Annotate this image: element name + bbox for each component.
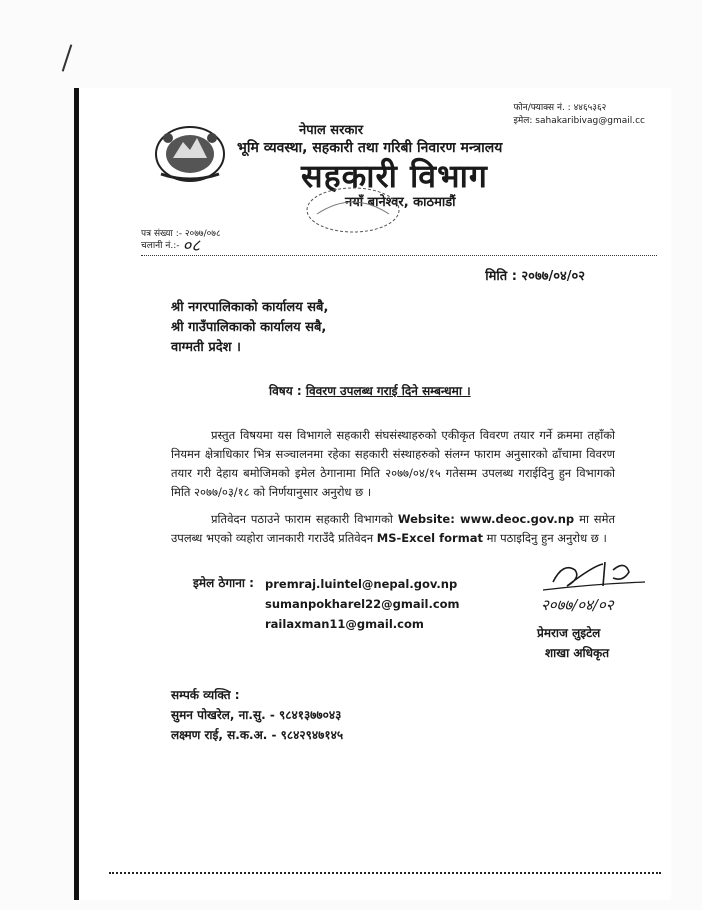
contact-info: [513, 102, 645, 128]
handwritten-signature: [533, 556, 657, 618]
department-address: नयाँ बानेश्वर, काठमाडौं: [345, 195, 456, 210]
recipient-line: श्री नगरपालिकाको कार्यालय सबै,: [171, 300, 329, 315]
contact-person: सुमन पोखरेल, ना.सु. - ९८४१३७७०४३: [171, 708, 342, 722]
subject-label: विषय :: [269, 384, 302, 398]
recipient-line: वाग्मती प्रदेश ।: [171, 340, 241, 355]
body-paragraph-1: प्रस्तुत विषयमा यस विभागले सहकारी संघसंस्थाहरुको एकीकृत विवरण तयार गर्ने क्रममा तहाँको नियमन क्षेत्राधिकार भित्र सञ्चालनमा रहेका सहकारी संस्थाहरुको संलग्न फाराम अनुसारको ढाँचामा विवरण तयार गरी देहाय बमोजिमको इमेल ठेगानामा मिति २०७७/०४/१५ गतेसम्म उपलब्ध गराईदिनु हुन विभागको मिति २०७७/०३/१८ को निर्णयानुसार अनुरोध छ ।: [171, 428, 615, 499]
email-address: railaxman11@gmail.com: [265, 617, 424, 631]
dispatch-number-row: [141, 236, 221, 256]
body-paragraph-2: [171, 510, 615, 548]
contact-email: इमेल: sahakaribivag@gmail.cc: [513, 116, 645, 126]
recipients: [171, 298, 328, 358]
signatory-title: शाखा अधिकृत: [545, 646, 610, 660]
website-text: Website: www.deoc.gov.np: [397, 512, 575, 526]
department-name: सहकारी विभाग: [301, 157, 488, 195]
email-label: इमेल ठेगाना :: [193, 576, 254, 590]
contact-person: लक्ष्मण राई, स.क.अ. - ९८४२९४७१४५: [171, 728, 344, 742]
stray-pen-mark: [62, 44, 73, 71]
reference-block: [141, 228, 221, 256]
signature-date: २०७७/०४/०२: [541, 596, 614, 614]
subject-text: विवरण उपलब्ध गराई दिने सम्बन्धमा ।: [305, 384, 471, 398]
dispatch-label: चलानी नं.:-: [141, 241, 180, 251]
format-text: MS-Excel format: [376, 531, 483, 545]
contact-phone: फोन/फ्याक्स नं. : ४४६५३६२: [513, 103, 607, 113]
footer-divider: [109, 872, 661, 874]
subject-line: [269, 382, 471, 399]
contact-persons-label: सम्पर्क व्यक्ति :: [171, 688, 240, 702]
signatory-name: प्रेमराज लुइटेल: [537, 626, 601, 640]
ministry-name: भूमि व्यवस्था, सहकारी तथा गरिबी निवारण मन्त्रालय: [237, 140, 503, 156]
header-divider: [141, 255, 657, 256]
para2-text-c: मा पठाइदिनु हुन अनुरोध छ ।: [486, 531, 607, 545]
government-name: नेपाल सरकार: [299, 123, 364, 138]
para2-text-a: प्रतिवेदन पठाउने फाराम सहकारी विभागको: [211, 512, 393, 526]
email-list: [265, 574, 460, 634]
email-address: premraj.luintel@nepal.gov.np: [265, 577, 458, 591]
letter-page: [79, 88, 671, 900]
letter-date: मिति : २०७७/०४/०२: [485, 269, 585, 284]
para2-text-b: मा समेत उपलब्ध भएको व्यहोरा जानकारी गराउँदै प्रतिवेदन: [171, 512, 616, 545]
office-stamp: [303, 184, 403, 236]
recipient-line: श्री गाउँपालिकाको कार्यालय सबै,: [171, 320, 327, 335]
dispatch-number: ०८: [182, 236, 201, 256]
nepal-emblem-icon: [153, 124, 227, 184]
email-address: sumanpokharel22@gmail.com: [265, 597, 460, 611]
letter-number: पत्र संख्या :- २०७७/०७८: [141, 229, 221, 239]
